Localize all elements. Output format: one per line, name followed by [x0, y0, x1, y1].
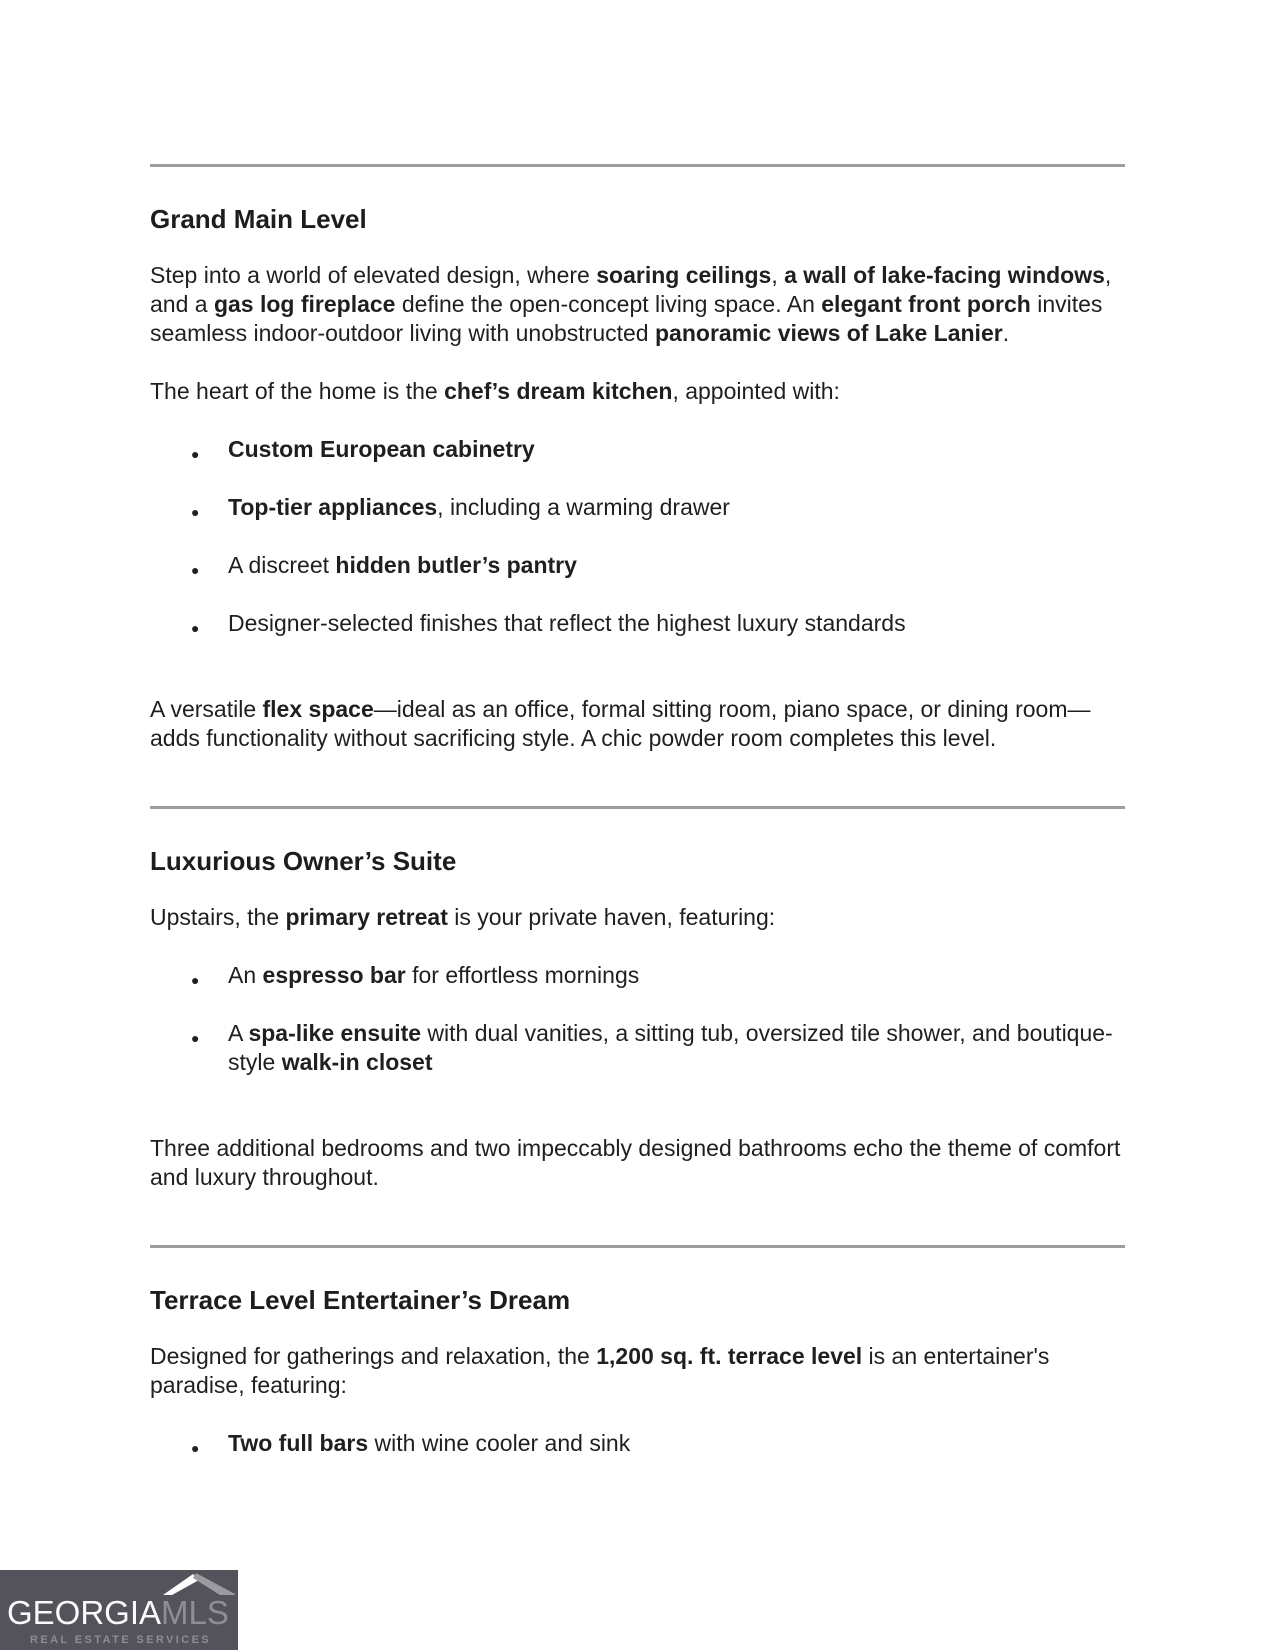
text-run: Designer-selected finishes that reflect the highest luxury standards — [228, 610, 906, 636]
georgia-mls-logo — [0, 1570, 238, 1650]
bold-text-run: gas log fireplace — [213, 291, 396, 317]
logo-tagline: REAL ESTATE SERVICES — [30, 1634, 212, 1646]
bold-text-run: elegant front porch — [821, 291, 1031, 317]
text-run: The heart of the home is the — [150, 378, 445, 404]
bold-text-run: panoramic views of Lake Lanier — [655, 320, 1003, 346]
bullet-list — [150, 435, 1125, 638]
section-divider — [150, 806, 1125, 809]
text-run: Three additional bedrooms and two impeccably designed bathrooms echo the theme of comfort and luxury throughout. — [150, 1135, 1121, 1190]
text-run: Designed for gatherings and relaxation, the — [150, 1343, 597, 1369]
paragraph — [150, 261, 1125, 348]
bold-text-run: soaring ceilings — [596, 262, 772, 288]
bold-text-run: primary retreat — [285, 904, 448, 930]
bold-text-run: espresso bar — [262, 962, 406, 988]
section-heading: Grand Main Level — [150, 204, 367, 234]
text-run: , including a warming drawer — [437, 494, 730, 520]
text-run: An — [228, 962, 263, 988]
list-item — [228, 551, 1125, 580]
text-run: —ideal as an office, formal sitting room, piano space, or dining room—adds functionality without sacrificing style. A chic powder room completes this level. — [150, 696, 1091, 751]
bold-text-run: Top-tier appliances — [228, 494, 438, 520]
text-run: . — [1002, 320, 1010, 346]
bold-text-run: spa-like ensuite — [248, 1020, 422, 1046]
bullet-list — [150, 1429, 1125, 1458]
roof-icon — [163, 1573, 235, 1595]
logo-text-mls: MLS — [161, 1594, 229, 1631]
text-run: Upstairs, the — [150, 904, 286, 930]
section-divider — [150, 164, 1125, 167]
bullet-list — [150, 961, 1125, 1077]
bold-text-run: walk-in closet — [281, 1049, 433, 1075]
bold-text-run: hidden butler’s pantry — [335, 552, 577, 578]
logo-wordmark — [7, 1594, 229, 1632]
text-run: for effortless mornings — [405, 962, 640, 988]
paragraph — [150, 903, 1125, 932]
bold-text-run: Custom European cabinetry — [228, 436, 535, 462]
text-run: A versatile — [150, 696, 263, 722]
list-item — [228, 961, 1125, 990]
text-run: invites seamless indoor-outdoor living with unobstructed — [150, 291, 1103, 346]
section-heading: Terrace Level Entertainer’s Dream — [150, 1285, 571, 1315]
paragraph — [150, 695, 1125, 753]
list-item — [228, 435, 1125, 464]
text-run: is an entertainer's paradise, featuring: — [150, 1343, 1050, 1398]
text-run: define the open-concept living space. An — [395, 291, 822, 317]
text-run: with dual vanities, a sitting tub, oversized tile shower, and boutique-style — [228, 1020, 1113, 1075]
text-run: with wine cooler and sink — [368, 1430, 631, 1456]
text-run: Step into a world of elevated design, where — [150, 262, 597, 288]
text-run: A discreet — [228, 552, 336, 578]
bold-text-run: flex space — [262, 696, 374, 722]
section-divider — [150, 1245, 1125, 1248]
text-run: A — [228, 1020, 249, 1046]
text-run: , appointed with: — [672, 378, 840, 404]
text-run: , and a — [150, 262, 1112, 317]
paragraph — [150, 377, 1125, 406]
bold-text-run: chef’s dream kitchen — [444, 378, 673, 404]
paragraph — [150, 1342, 1125, 1400]
list-item — [228, 493, 1125, 522]
text-run: is your private haven, featuring: — [447, 904, 776, 930]
list-item — [228, 609, 1125, 638]
bold-text-run: Two full bars — [228, 1430, 369, 1456]
logo-text-georgia: GEORGIA — [7, 1594, 162, 1631]
bold-text-run: 1,200 sq. ft. terrace level — [596, 1343, 863, 1369]
section-heading: Luxurious Owner’s Suite — [150, 846, 457, 876]
list-item — [228, 1019, 1125, 1077]
paragraph — [150, 1134, 1125, 1192]
list-item — [228, 1429, 1125, 1458]
bold-text-run: a wall of lake-facing windows — [784, 262, 1105, 288]
text-run: , — [771, 262, 785, 288]
